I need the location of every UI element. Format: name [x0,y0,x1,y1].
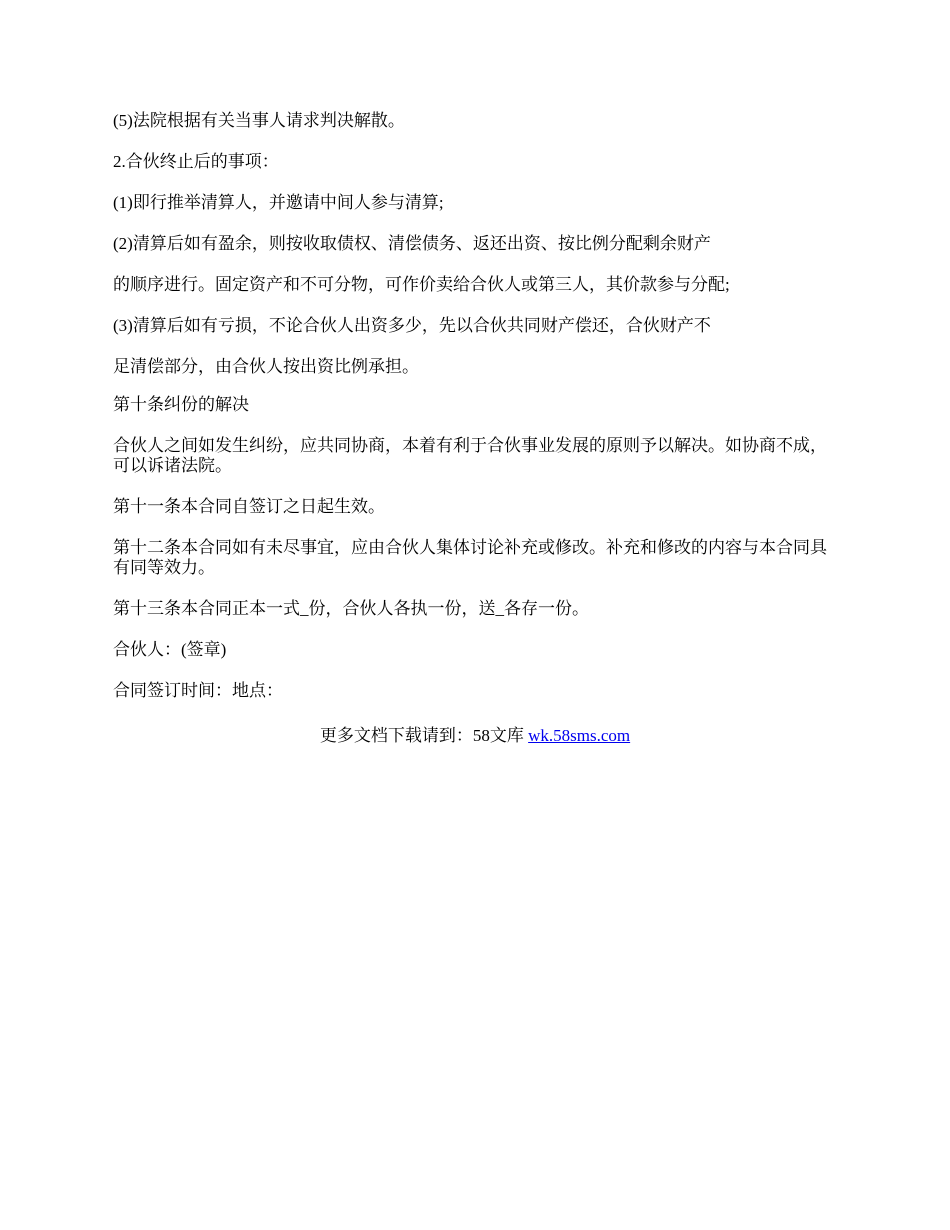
paragraph-termination-heading: 2.合伙终止后的事项： [113,152,279,171]
article-10-body: 合伙人之间如发生纠纷，应共同协商，本着有利于合伙事业发展的原则予以解决。如协商不成，可以诉诸法院。 [113,436,827,475]
signing-time-place: 合同签订时间：地点： [113,681,283,700]
paragraph-item-3-line-2: 足清偿部分，由合伙人按出资比例承担。 [113,357,419,376]
paragraph-item-2-line-1: (2)清算后如有盈余，则按收取债权、清偿债务、返还出资、按比例分配剩余财产 [113,234,711,253]
paragraph-dissolution-5: (5)法院根据有关当事人请求判决解散。 [113,111,405,130]
document-body [113,111,841,701]
article-11: 第十一条本合同自签订之日起生效。 [113,497,385,516]
paragraph-item-1: (1)即行推举清算人，并邀请中间人参与清算; [113,193,444,212]
footer [0,724,950,748]
paragraph-item-3-line-1: (3)清算后如有亏损，不论合伙人出资多少，先以合伙共同财产偿还，合伙财产不 [113,316,711,335]
footer-link[interactable]: wk.58sms.com [528,726,631,745]
footer-text: 更多文档下载请到：58文库 [319,726,524,745]
signature-line: 合伙人：(签章) [113,640,227,659]
paragraph-item-2-line-2: 的顺序进行。固定资产和不可分物，可作价卖给合伙人或第三人，其价款参与分配; [113,275,730,294]
article-13: 第十三条本合同正本一式_份，合伙人各执一份，送_各存一份。 [113,599,589,618]
article-12: 第十二条本合同如有未尽事宜，应由合伙人集体讨论补充或修改。补充和修改的内容与本合同具有同等效力。 [113,538,827,577]
article-10-heading: 第十条纠份的解决 [113,395,249,414]
